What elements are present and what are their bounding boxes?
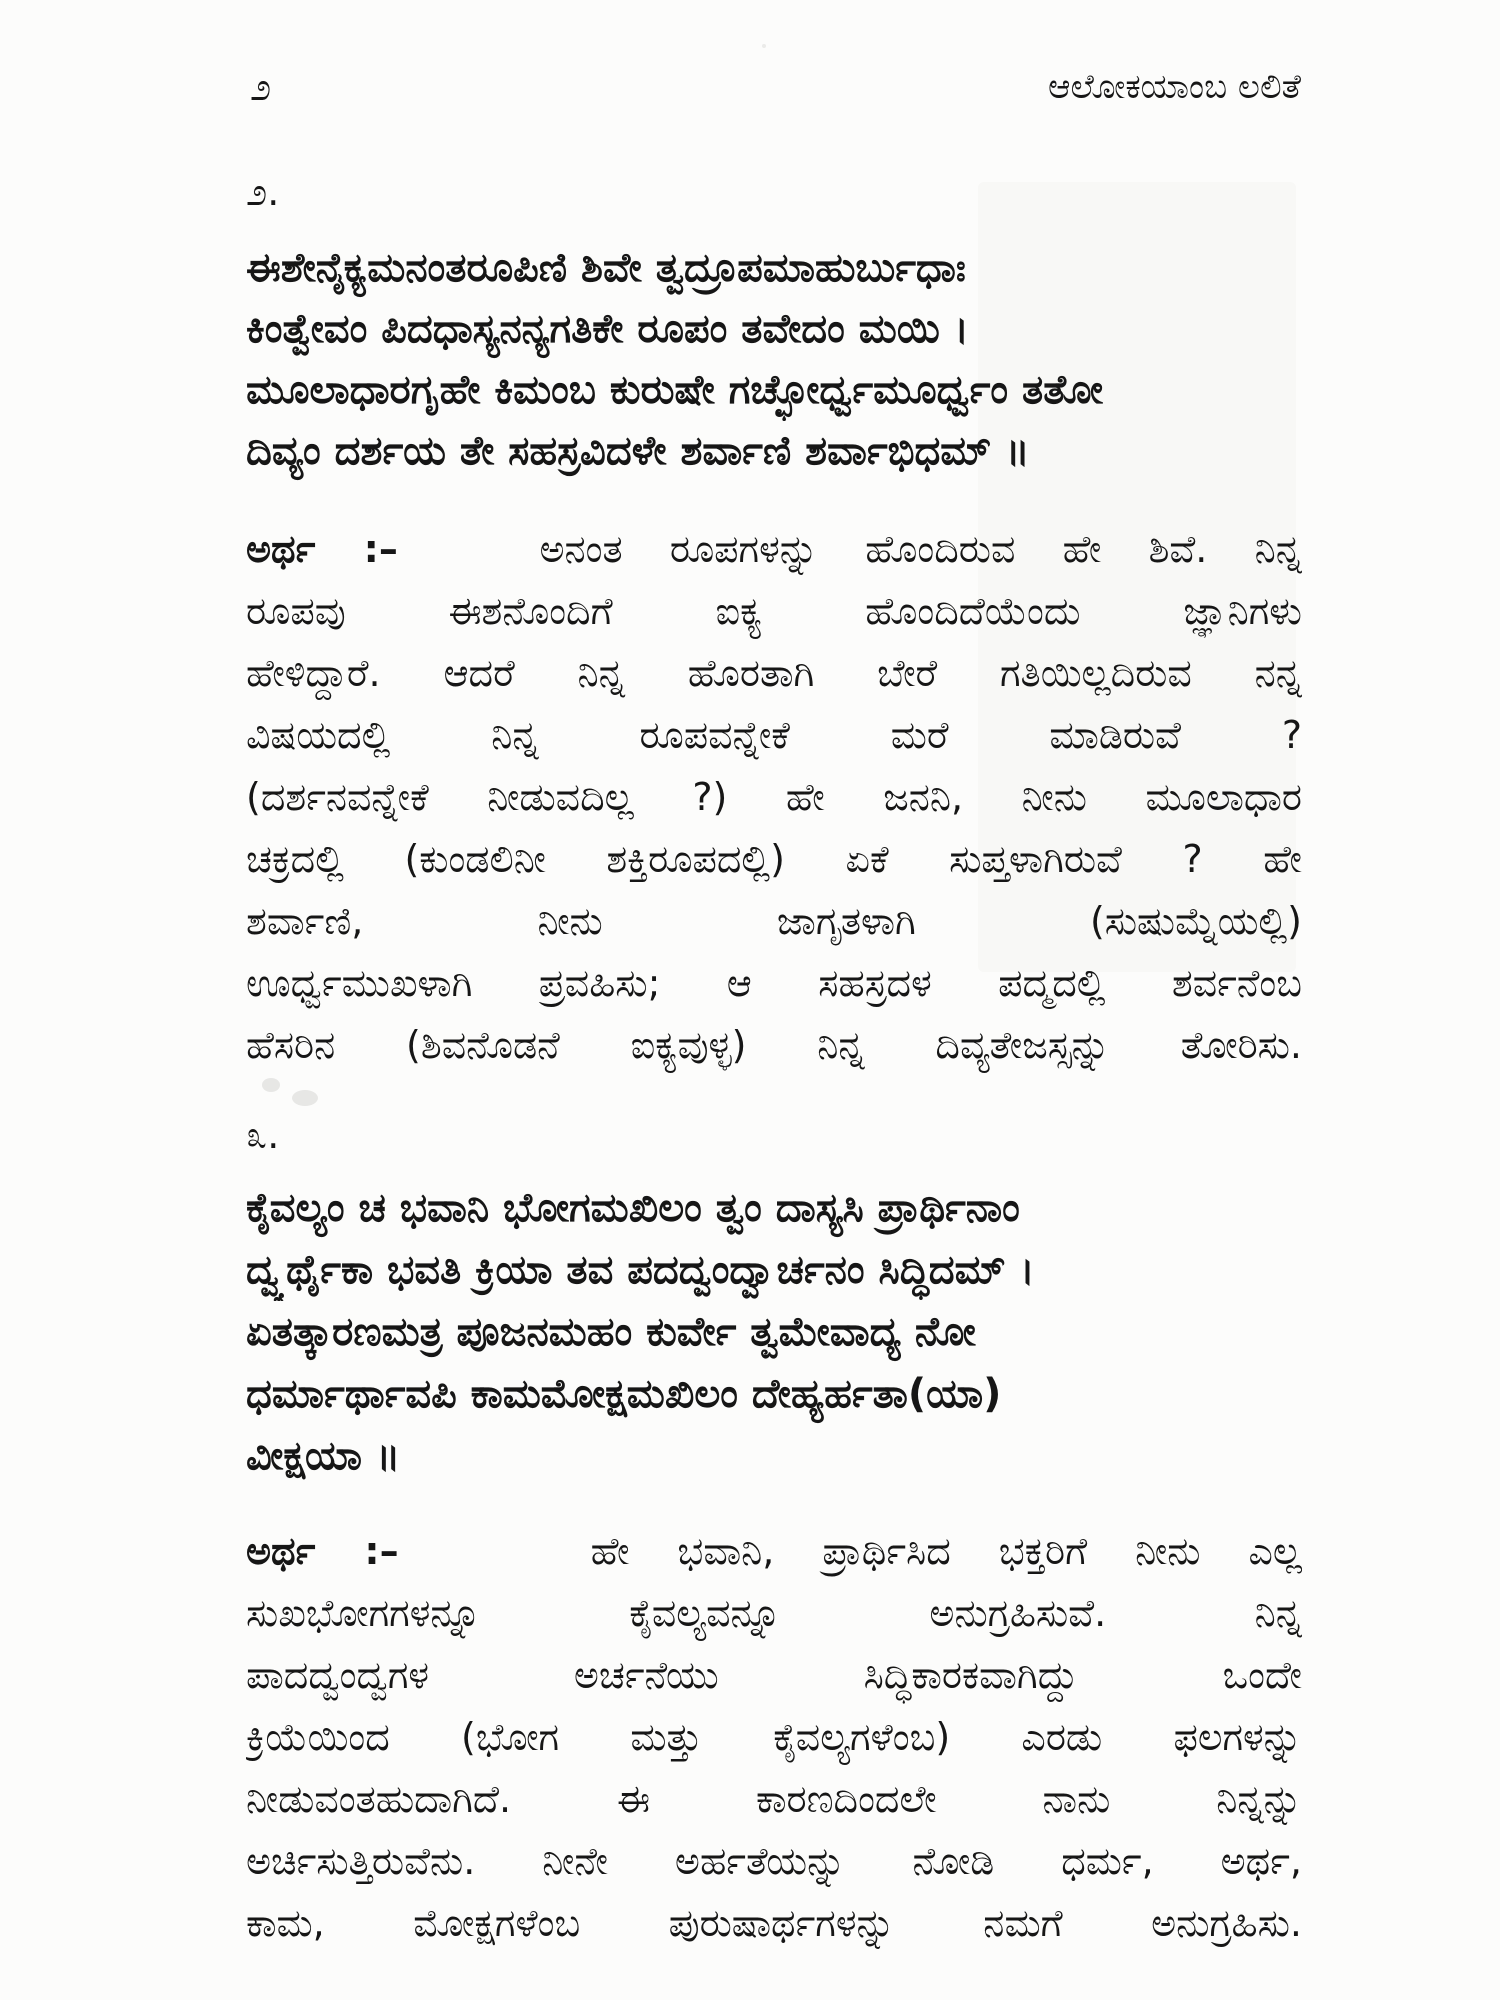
meaning-line: ವಿಷಯದಲ್ಲಿ ನಿನ್ನ ರೂಪವನ್ನೇಕೆ ಮರೆ ಮಾಡಿರುವೆ ? bbox=[246, 713, 1302, 757]
meaning-line: ನೀಡುವಂತಹುದಾಗಿದೆ. ಈ ಕಾರಣದಿಂದಲೇ ನಾನು ನಿನ್ನನ್ನು bbox=[246, 1777, 1302, 1821]
meaning-text: ಅನಂತ ರೂಪಗಳನ್ನು ಹೊಂದಿರುವ ಹೇ ಶಿವೆ. ನಿನ್ನ bbox=[539, 527, 1302, 571]
verse-line: ಕೈವಲ್ಯಂ ಚ ಭವಾನಿ ಭೋಗಮಖಿಲಂ ತ್ವಂ ದಾಸ್ಯಸಿ ಪ್ರಾರ್ಥಿನಾಂ bbox=[246, 1185, 1020, 1231]
verse-line: ವೀಕ್ಷಯಾ ॥ bbox=[246, 1433, 401, 1479]
meaning-line: ರೂಪವು ಈಶನೊಂದಿಗೆ ಐಕ್ಯ ಹೊಂದಿದೆಯೆಂದು ಜ್ಞಾನಿಗಳು bbox=[246, 589, 1302, 633]
meaning-line: ಅರ್ಚಿಸುತ್ತಿರುವೆನು. ನೀನೇ ಅರ್ಹತೆಯನ್ನು ನೋಡಿ ಧರ್ಮ, ಅರ್ಥ, bbox=[246, 1839, 1302, 1883]
meaning-line: ಹೇಳಿದ್ದಾರೆ. ಆದರೆ ನಿನ್ನ ಹೊರತಾಗಿ ಬೇರೆ ಗತಿಯಿಲ್ಲದಿರುವ ನನ್ನ bbox=[246, 651, 1302, 695]
meaning-line bbox=[246, 518, 1302, 580]
meaning-line: ಶರ್ವಾಣಿ, ನೀನು ಜಾಗೃತಳಾಗಿ (ಸುಷುಮ್ನೆಯಲ್ಲಿ) bbox=[246, 899, 1302, 943]
section-number: ೨. bbox=[246, 170, 280, 214]
verse-line: ಮೂಲಾಧಾರಗೃಹೇ ಕಿಮಂಬ ಕುರುಷೇ ಗಚ್ಛೋರ್ಧ್ವಮೂರ್ಧ್ವಂ ತತೋ bbox=[246, 367, 1104, 413]
meaning-line bbox=[246, 1520, 1302, 1582]
meaning-line: ಕಾಮ, ಮೋಕ್ಷಗಳೆಂಬ ಪುರುಷಾರ್ಥಗಳನ್ನು ನಮಗೆ ಅನುಗ್ರಹಿಸು. bbox=[246, 1901, 1302, 1945]
meaning-line: ಸುಖಭೋಗಗಳನ್ನೂ ಕೈವಲ್ಯವನ್ನೂ ಅನುಗ್ರಹಿಸುವೆ. ನಿನ್ನ bbox=[246, 1591, 1302, 1635]
meaning-block bbox=[246, 1520, 1302, 1954]
meaning-text: ಹೇ ಭವಾನಿ, ಪ್ರಾರ್ಥಿಸಿದ ಭಕ್ತರಿಗೆ ನೀನು ಎಲ್ಲ bbox=[590, 1529, 1302, 1573]
scan-spot bbox=[292, 1090, 318, 1106]
verse-line: ಏತತ್ಕಾರಣಮತ್ರ ಪೂಜನಮಹಂ ಕುರ್ವೇ ತ್ವಮೇವಾದ್ಯ ನೋ bbox=[246, 1309, 976, 1355]
verse-line: ಧರ್ಮಾರ್ಥಾವಪಿ ಕಾಮಮೋಕ್ಷಮಖಿಲಂ ದೇಹ್ಯರ್ಹತಾ(ಯಾ) bbox=[246, 1371, 1002, 1417]
meaning-line: ಕ್ರಿಯೆಯಿಂದ (ಭೋಗ ಮತ್ತು ಕೈವಲ್ಯಗಳೆಂಬ) ಎರಡು ಫಲಗಳನ್ನು bbox=[246, 1715, 1302, 1759]
scan-spot bbox=[762, 44, 766, 48]
verse-line: ದಿವ್ಯಂ ದರ್ಶಯ ತೇ ಸಹಸ್ರವಿದಳೇ ಶರ್ವಾಣಿ ಶರ್ವಾಭಿಧಮ್ ॥ bbox=[246, 428, 1030, 474]
section-number: ೩. bbox=[246, 1113, 280, 1157]
meaning-block bbox=[246, 518, 1302, 1076]
verse-line: ಈಶೇನೈಕ್ಯಮನಂತರೂಪಿಣಿ ಶಿವೇ ತ್ವದ್ರೂಪಮಾಹುರ್ಬುಧಾಃ bbox=[246, 245, 966, 291]
meaning-line: ಚಕ್ರದಲ್ಲಿ (ಕುಂಡಲಿನೀ ಶಕ್ತಿರೂಪದಲ್ಲಿ) ಏಕೆ ಸುಪ್ತಳಾಗಿರುವೆ ? ಹೇ bbox=[246, 837, 1302, 881]
verse-line: ಕಿಂತ್ವೇವಂ ಪಿದಧಾಸ್ಯನನ್ಯಗತಿಕೇ ರೂಪಂ ತವೇದಂ ಮಯಿ । bbox=[246, 306, 969, 352]
page-number: ೨ bbox=[250, 65, 272, 109]
verse-block bbox=[246, 1177, 1302, 1487]
scan-spot bbox=[262, 1078, 280, 1092]
meaning-line: ಹೆಸರಿನ (ಶಿವನೊಡನೆ ಐಕ್ಯವುಳ್ಳ) ನಿನ್ನ ದಿವ್ಯತೇಜಸ್ಸನ್ನು ತೋರಿಸು. bbox=[246, 1023, 1302, 1067]
running-title: ಆಲೋಕಯಾಂಬ ಲಲಿತೆ bbox=[1048, 67, 1301, 107]
meaning-line: ಪಾದದ್ವಂದ್ವಗಳ ಅರ್ಚನೆಯು ಸಿದ್ಧಿಕಾರಕವಾಗಿದ್ದು ಒಂದೇ bbox=[246, 1653, 1302, 1697]
verse-block bbox=[246, 238, 1302, 482]
meaning-label: ಅರ್ಥ :– bbox=[246, 1529, 399, 1573]
meaning-line: (ದರ್ಶನವನ್ನೇಕೆ ನೀಡುವದಿಲ್ಲ ?) ಹೇ ಜನನಿ, ನೀನು ಮೂಲಾಧಾರ bbox=[246, 775, 1302, 819]
meaning-label: ಅರ್ಥ :– bbox=[246, 527, 398, 571]
meaning-line: ಊರ್ಧ್ವಮುಖಳಾಗಿ ಪ್ರವಹಿಸು; ಆ ಸಹಸ್ರದಳ ಪದ್ಮದಲ್ಲಿ ಶರ್ವನೆಂಬ bbox=[246, 961, 1302, 1005]
verse-line: ದ್ವ್ಯರ್ಥೈಕಾ ಭವತಿ ಕ್ರಿಯಾ ತವ ಪದದ್ವಂದ್ವಾರ್ಚನಂ ಸಿದ್ಧಿದಮ್ । bbox=[246, 1247, 1035, 1293]
